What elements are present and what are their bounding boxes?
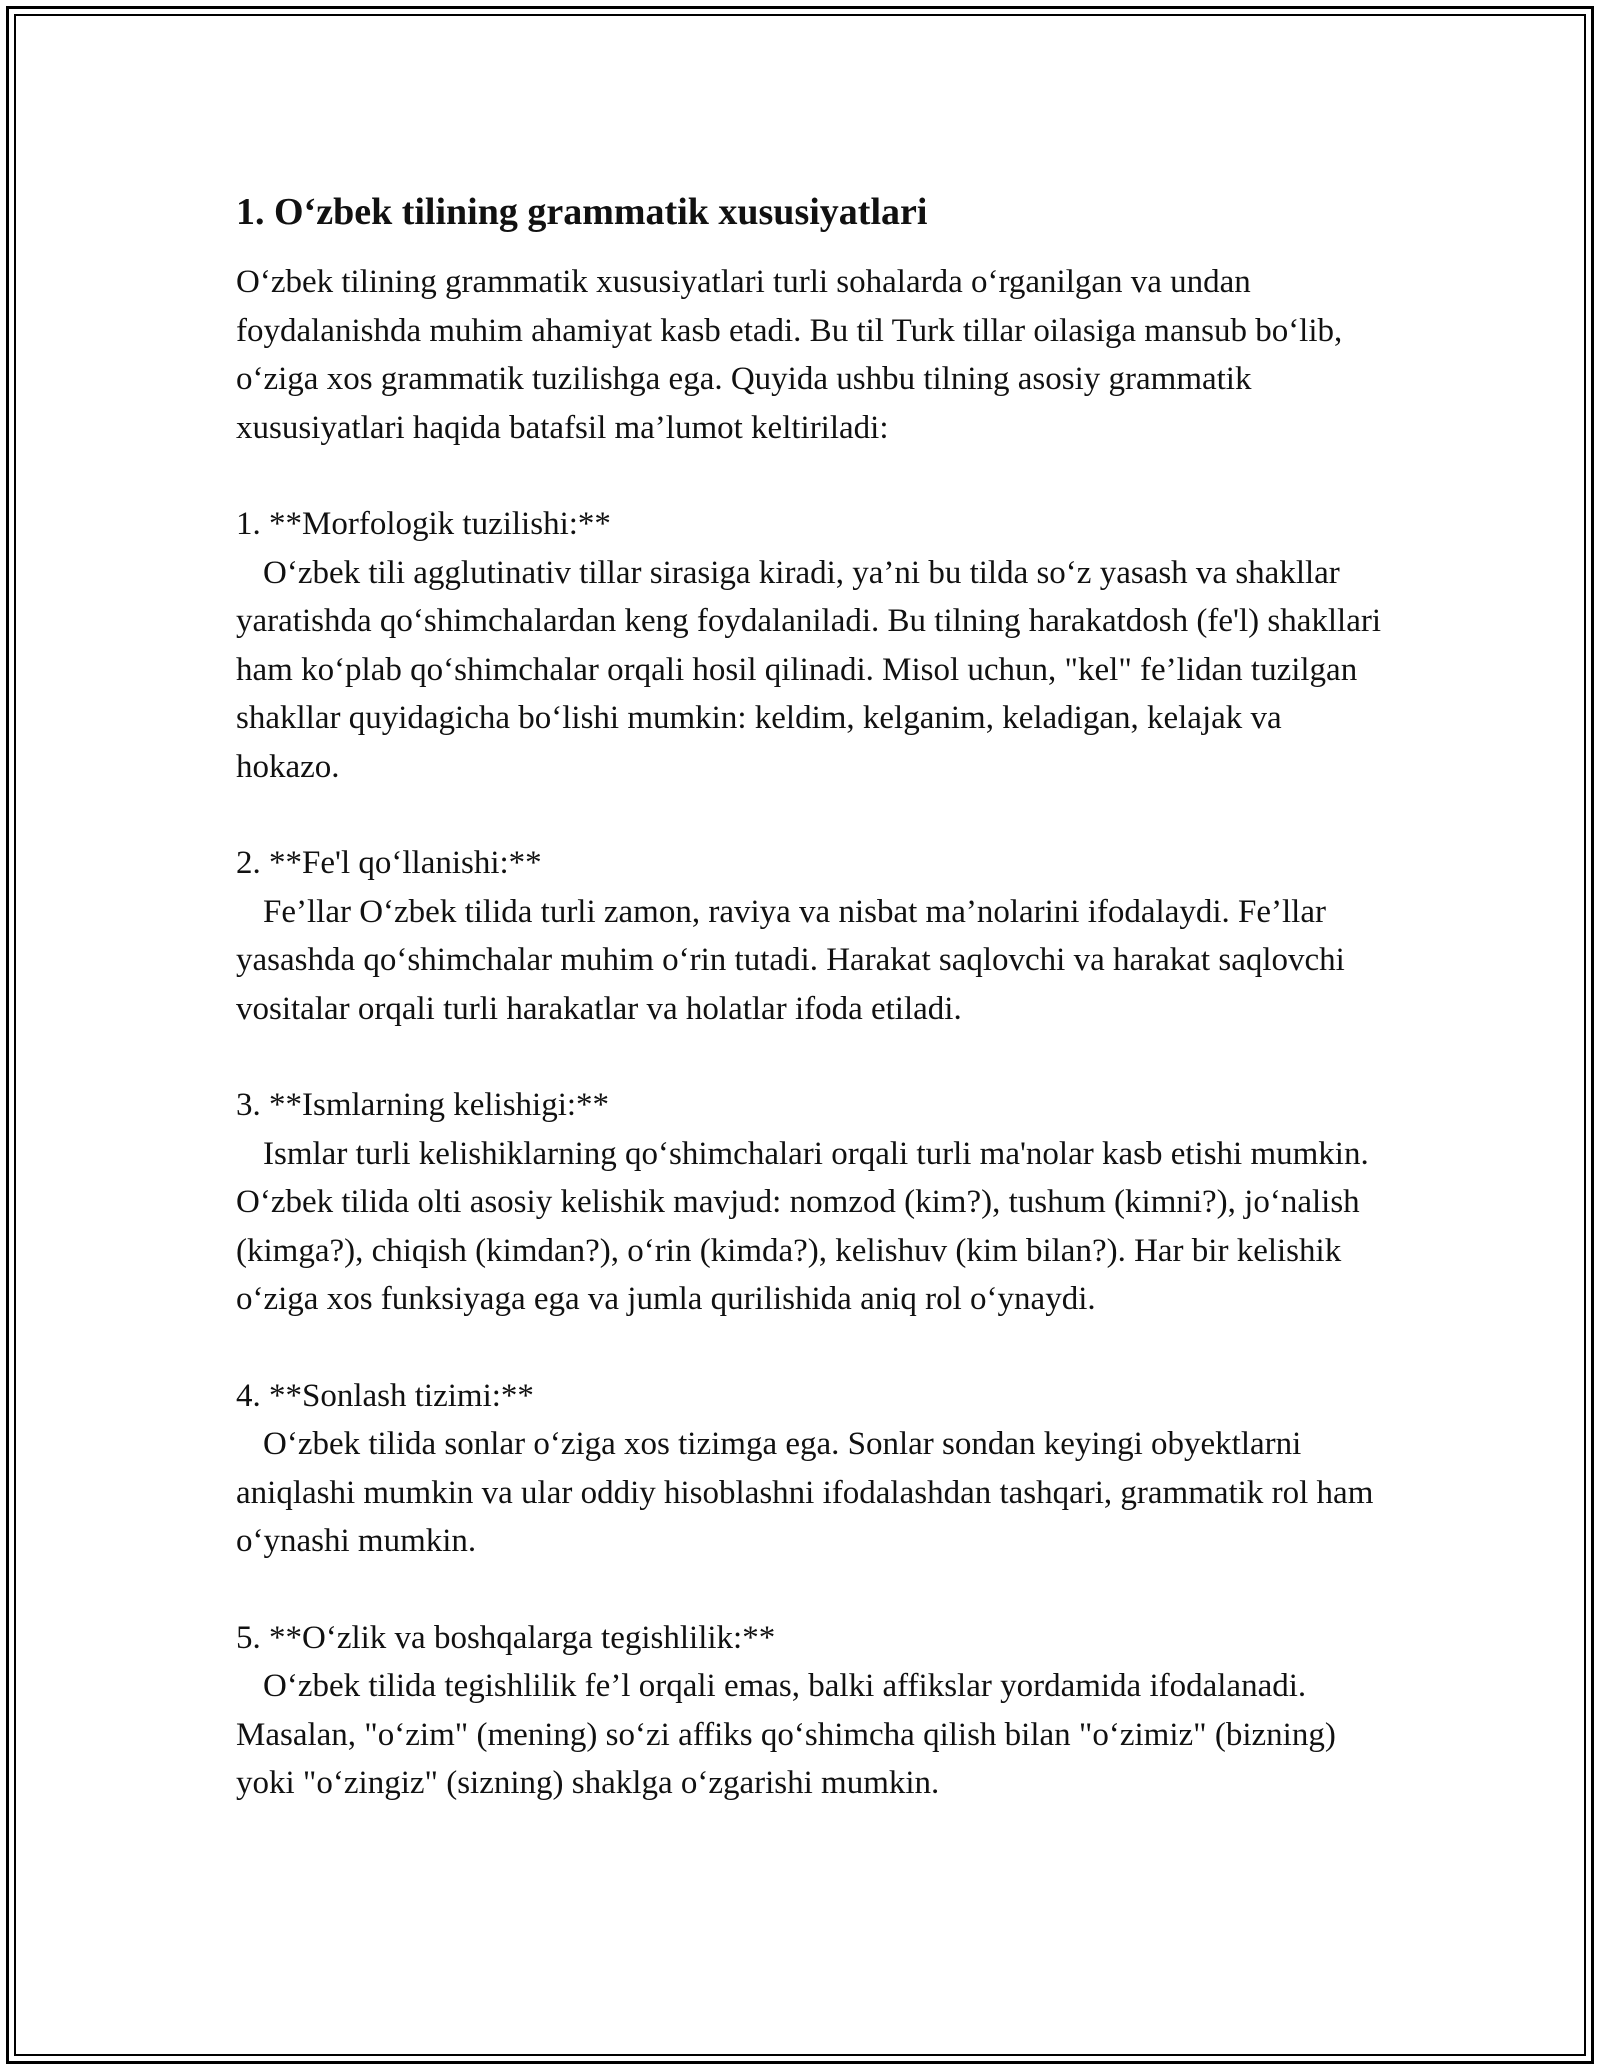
section-heading: 1. **Morfologik tuzilishi:** (236, 506, 611, 542)
section-body: O‘zbek tilida sonlar o‘ziga xos tizimga ega. Sonlar sondan keyingi obyektlarni aniqlashi mumkin va ular oddiy hisoblashni ifodalashdan tashqari, grammatik rol ham o‘ynashi mumkin. (236, 1426, 1374, 1559)
intro-paragraph: O‘zbek tilining grammatik xususiyatlari turli sohalarda o‘rganilgan va undan foydalanishda muhim ahamiyat kasb etadi. Bu til Turk tillar oilasiga mansub bo‘lib, o‘ziga xos grammatik tuzilishga ega. Quyida ushbu tilning asosiy grammatik xususiyatlari haqida batafsil ma’lumot keltiriladi: (236, 264, 1343, 446)
document-title: 1. O‘zbek tilining grammatik xususiyatlari (236, 191, 928, 233)
section-heading: 4. **Sonlash tizimi:** (236, 1377, 534, 1414)
section-body: O‘zbek tilida tegishlilik fe’l orqali emas, balki affikslar yordamida ifodalanadi. Masalan, "o‘zim" (mening) so‘zi affiks qo‘shimcha qilish bilan "o‘zimiz" (bizning) yoki "o‘zingiz" (sizning) shaklga o‘zgarishi mumkin. (236, 1668, 1336, 1801)
document-body (236, 186, 1386, 1856)
section-morfologik-tuzilishi (236, 500, 1386, 791)
section-ismlarning-kelishigi (236, 1081, 1386, 1324)
section-ozlik-tegishlilik (236, 1614, 1386, 1808)
section-heading: 3. **Ismlarning kelishigi:** (236, 1087, 610, 1123)
section-heading: 2. **Fe'l qo‘llanishi:** (236, 845, 542, 881)
section-fel-qollanishi (236, 839, 1386, 1033)
section-heading: 5. **O‘zlik va boshqalarga tegishlilik:** (236, 1619, 776, 1656)
section-body: Ismlar turli kelishiklarning qo‘shimchalari orqali turli ma'nolar kasb etishi mumkin. O‘zbek tilida olti asosiy kelishik mavjud: nomzod (kim?), tushum (kimni?), jo‘nalish (kimga?), chiqish (kimdan?), o‘rin (kimda?), kelishuv (kim bilan?). Har bir kelishik o‘ziga xos funksiyaga ega va jumla qurilishida aniq rol o‘ynaydi. (236, 1135, 1369, 1317)
section-body: O‘zbek tili agglutinativ tillar sirasiga kiradi, ya’ni bu tilda so‘z yasash va shakllar yaratishda qo‘shimchalardan keng foydalaniladi. Bu tilning harakatdosh (fe'l) shakllari ham ko‘plab qo‘shimchalar orqali hosil qilinadi. Misol uchun, "kel" fe’lidan tuzilgan shakllar quyidagicha bo‘lishi mumkin: keldim, kelganim, keladigan, kelajak va hokazo. (236, 554, 1382, 785)
section-sonlash-tizimi (236, 1372, 1386, 1566)
section-body: Fe’llar O‘zbek tilida turli zamon, raviya va nisbat ma’nolarini ifodalaydi. Fe’llar yasashda qo‘shimchalar muhim o‘rin tutadi. Harakat saqlovchi va harakat saqlovchi vositalar orqali turli harakatlar va holatlar ifoda etiladi. (236, 893, 1345, 1027)
